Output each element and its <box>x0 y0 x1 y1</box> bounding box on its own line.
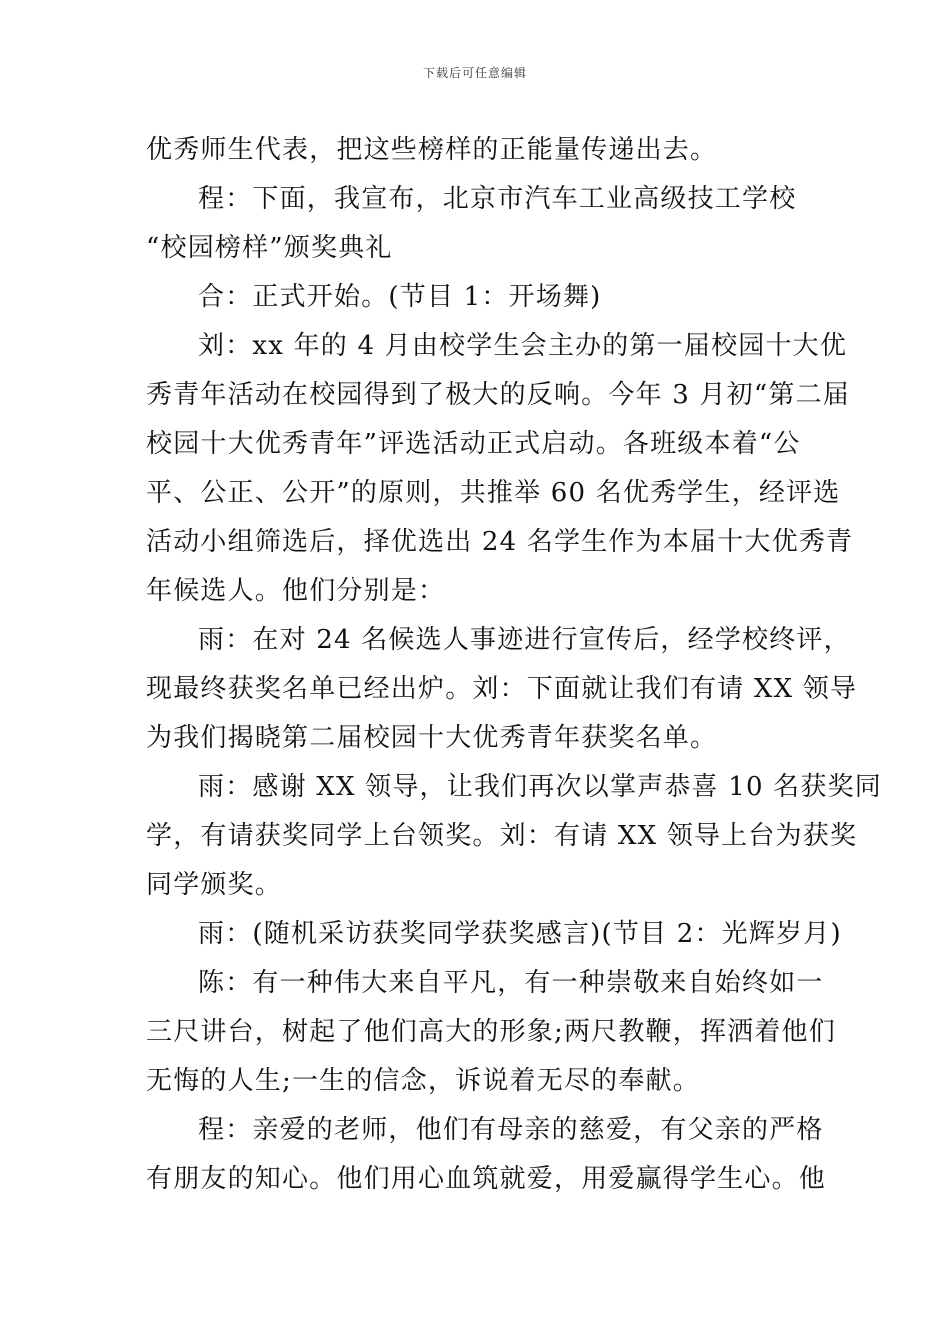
text-line-6: 秀青年活动在校园得到了极大的反响。今年 3 月初“第二届 <box>146 380 850 410</box>
text-line-8: 平、公正、公开”的原则，共推举 60 名优秀学生，经评选 <box>146 478 841 508</box>
text-line-7: 校园十大优秀青年”评选活动正式启动。各班级本着“公 <box>146 429 801 459</box>
text-line-10: 年候选人。他们分别是： <box>146 576 446 606</box>
text-line-13: 为我们揭晓第二届校园十大优秀青年获奖名单。 <box>146 723 718 753</box>
text-line-9: 活动小组筛选后，择优选出 24 名学生作为本届十大优秀青 <box>146 527 854 557</box>
text-line-11: 雨：在对 24 名候选人事迹进行宣传后，经学校终评， <box>198 625 851 655</box>
text-line-22: 有朋友的知心。他们用心血筑就爱，用爱赢得学生心。他 <box>146 1164 827 1194</box>
text-line-16: 同学颁奖。 <box>146 870 283 900</box>
text-line-19: 三尺讲台，树起了他们高大的形象;两尺教鞭，挥洒着他们 <box>146 1017 836 1047</box>
text-line-4: 合：正式开始。(节目 1：开场舞) <box>198 282 602 312</box>
text-line-2: 程：下面，我宣布，北京市汽车工业高级技工学校 <box>198 184 797 214</box>
text-line-18: 陈：有一种伟大来自平凡，有一种崇敬来自始终如一 <box>198 968 824 998</box>
text-line-21: 程：亲爱的老师，他们有母亲的慈爱，有父亲的严格 <box>198 1115 824 1145</box>
text-line-1: 优秀师生代表，把这些榜样的正能量传递出去。 <box>146 135 718 165</box>
text-line-5: 刘：xx 年的 4 月由校学生会主办的第一届校园十大优 <box>198 331 848 361</box>
text-line-17: 雨：(随机采访获奖同学获奖感言)(节目 2：光辉岁月) <box>198 919 842 949</box>
document-body <box>146 126 882 1204</box>
page-header: 下载后可任意编辑 <box>422 66 527 80</box>
text-line-3: “校园榜样”颁奖典礼 <box>146 233 393 263</box>
text-line-12: 现最终获奖名单已经出炉。刘：下面就让我们有请 XX 领导 <box>146 674 858 704</box>
text-line-15: 学，有请获奖同学上台领奖。刘：有请 XX 领导上台为获奖 <box>146 821 858 851</box>
text-line-20: 无悔的人生;一生的信念，诉说着无尽的奉献。 <box>146 1066 700 1096</box>
text-line-14: 雨：感谢 XX 领导，让我们再次以掌声恭喜 10 名获奖同 <box>198 772 882 802</box>
